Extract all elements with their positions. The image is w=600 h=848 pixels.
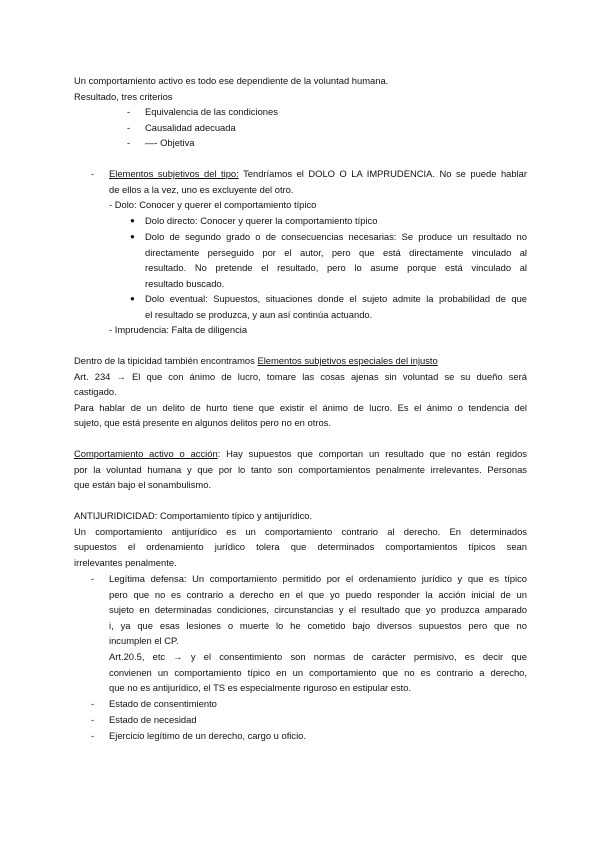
bullet-icon: ● [130,294,135,303]
intro-line-1: Un comportamiento activo es todo ese dependiente de la voluntad humana. [74,75,389,86]
especiales-line-1: Dentro de la tipicidad también encontramos Elementos subjetivos especiales del injusto [74,355,438,366]
antijuridicidad-line-2: supuestos el ordenamiento jurídico tolera que determinados comportamientos típicos sean [74,541,527,553]
especiales-heading: Elementos subjetivos especiales del injusto [257,355,438,366]
dash-marker: - [91,168,95,179]
legitima-defensa: Legítima defensa: Un comportamiento permitido por el ordenamiento jurídico y que es típico pero que no es contrario a derecho en el que yo puedo responder la acción inicial de un sujeto en determinadas condiciones, circunstancias y el resultado que yo produzca amparado i, ya que esas lesiones o muerte lo he cometido bajo diversos supuestos pero que no incumplen el CP. Art.20.5, etc → y el consentimiento son normas de carácter permisivo, es decir que convienen un comportamiento típico en un comportamiento que no es contrario a derecho, que no es antijurídico, el TS es especialmente riguroso en estipular esto. [109,571,527,696]
bullet-icon: ● [130,216,135,225]
dash-marker: - [91,698,95,709]
criterio-2: Causalidad adecuada [145,122,236,133]
intro-block [74,73,388,104]
subjetivos-heading: Elementos subjetivos del tipo: [109,168,239,179]
dolo-eventual: Dolo eventual: Supuestos, situaciones donde el sujeto admite la probabilidad de que el resultado se produzca, y aun así continúa actuando. [145,293,527,320]
hurto-line-2: sujeto, que está presente en algunos delitos pero no en otros. [74,417,331,429]
dolo-segundo-grado: Dolo de segundo grado o de consecuencias necesarias: Se produce un resultado no directamente perseguido por el autor, pero que está directamente vinculado al resultado. No pretende el resultado, pero lo asume porque está vinculado al resultado buscado. [145,231,527,289]
activo-heading: Comportamiento activo o acción [74,448,218,459]
dash-marker: - [127,106,131,117]
dash-marker: - [127,122,131,133]
art-20-5-line-1: Art.20.5, etc → y el consentimiento son normas de carácter permisivo, es decir que [109,650,527,662]
imprudencia-line: - Imprudencia: Falta de diligencia [109,324,248,335]
criterio-1: Equivalencia de las condiciones [145,106,278,117]
antijuridicidad-heading: ANTIJURIDICIDAD: Comportamiento típico y antijurídico. [74,510,313,521]
dash-marker: - [91,730,95,741]
antijuridicidad-block [74,508,527,570]
dolo-line: - Dolo: Conocer y querer el comportamiento típico [109,199,317,211]
activo-line-2: por la voluntad humana y que por lo tanto son comportamientos penalmente irrelevantes. Personas [74,463,527,475]
activo-line-1: Comportamiento activo o acción: Hay supuestos que comportan un resultado que no están regidos [74,448,527,459]
antijuridicidad-line-1: Un comportamiento antijurídico es un comportamiento contrario al derecho. En determinados [74,525,527,537]
estado-consentimiento: Estado de consentimiento [109,698,217,709]
ejercicio-legitimo: Ejercicio legítimo de un derecho, cargo u oficio. [109,730,306,741]
art-20-5-line-2: convienen un comportamiento típico en un comportamiento que no es contrario a derecho, [109,666,527,678]
activo-line-3: que están bajo el sonambulismo. [74,479,212,491]
bullet-icon: ● [130,232,135,241]
antijuridicidad-line-3: irrelevantes penalmente. [74,556,177,568]
dolo-directo: Dolo directo: Conocer y querer la comportamiento típico [145,215,378,226]
dash-marker: - [127,137,131,148]
especiales-block [74,353,527,431]
activo-block [74,446,527,493]
hurto-line-1: Para hablar de un delito de hurto tiene que existir el ánimo de lucro. Es el ánimo o tendencia del [74,401,527,413]
estado-necesidad: Estado de necesidad [109,714,197,725]
criterio-3: —- Objetiva [145,137,195,148]
subjetivos-block [109,166,527,213]
subjetivos-line-2: de ellos a la vez, uno es excluyente del otro. [109,183,294,195]
dash-marker: - [91,573,95,584]
art-234-line-2: castigado. [74,386,117,398]
subjetivos-line-1: Elementos subjetivos del tipo: Tendríamos el DOLO O LA IMPRUDENCIA. No se puede hablar [109,168,528,179]
dash-marker: - [91,714,95,725]
art-20-5-line-3: que no es antijurídico, el TS es especialmente riguroso en estipular esto. [109,682,412,694]
intro-line-2: Resultado, tres criterios [74,90,173,102]
art-234-line-1: Art. 234 → El que con ánimo de lucro, tomare las cosas ajenas sin voluntad se su dueño será [74,370,527,382]
